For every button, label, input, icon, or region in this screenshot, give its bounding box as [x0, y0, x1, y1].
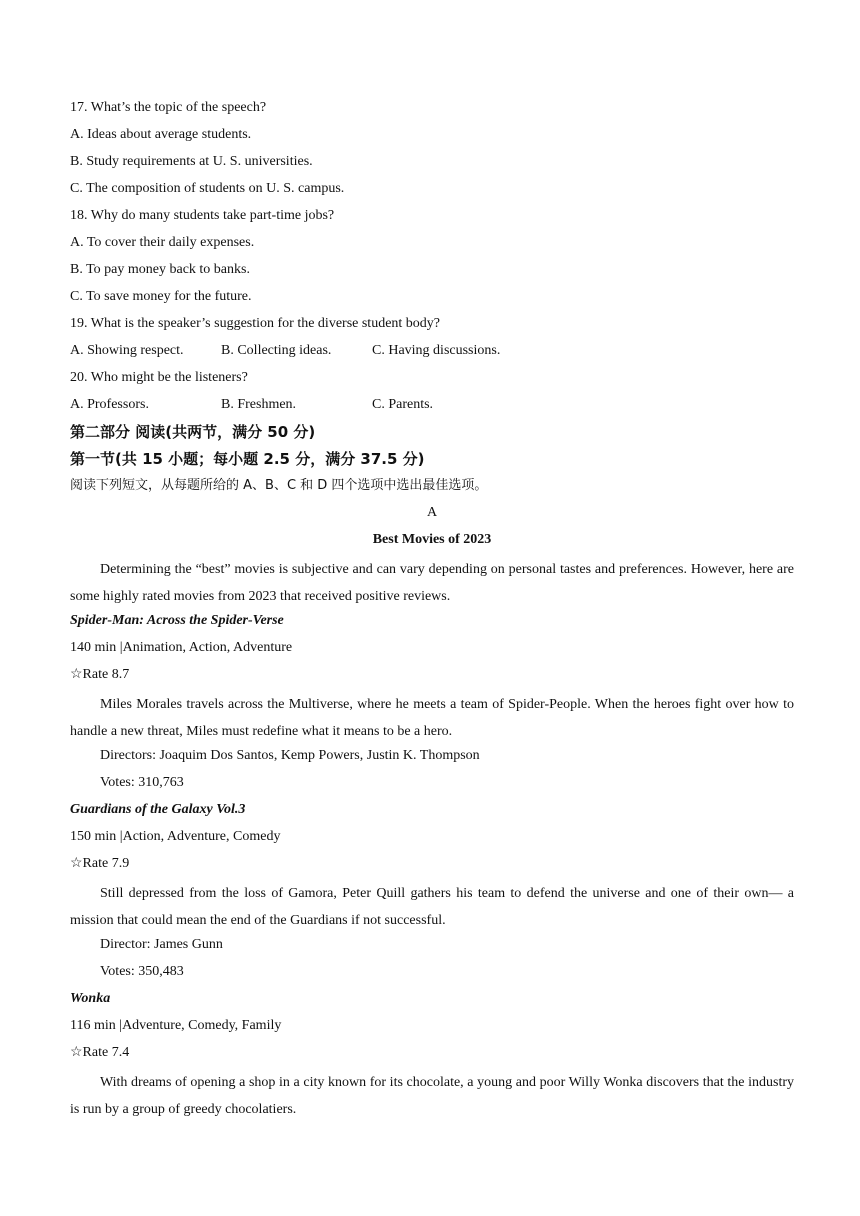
q17-option-b: B. Study requirements at U. S. universities.	[70, 154, 313, 169]
q19-option-b: B. Collecting ideas.	[221, 343, 332, 358]
movie-summary: With dreams of opening a shop in a city known for its chocolate, a young and poor Willy Wonka discovers that the industry is run by a group of greedy chocolatiers.	[70, 1075, 794, 1117]
q20-options	[70, 394, 794, 421]
question-18: 18. Why do many students take part-time jobs?	[70, 208, 335, 223]
movie-meta: 140 min |Animation, Action, Adventure	[70, 640, 293, 655]
q19-options	[70, 340, 794, 367]
instruction: 阅读下列短文，从每题所给的 A、B、C 和 D 四个选项中选出最佳选项。	[70, 478, 488, 493]
q20-option-a: A. Professors.	[70, 397, 149, 412]
q20-option-b: B. Freshmen.	[221, 397, 297, 412]
movie-votes: Votes: 310,763	[100, 775, 184, 790]
movie-summary: Still depressed from the loss of Gamora, Peter Quill gathers his team to defend the universe and one of their own— a mission that could mean the end of the Guardians if not successful.	[70, 886, 794, 928]
passage-intro: Determining the “best” movies is subjective and can vary depending on personal tastes and preferences. However, here are some highly rated movies from 2023 that received positive reviews.	[70, 562, 794, 604]
q17-option-a: A. Ideas about average students.	[70, 127, 252, 142]
movie-rate: ☆Rate 7.9	[70, 856, 130, 871]
movie-title: Spider-Man: Across the Spider-Verse	[70, 613, 284, 628]
question-19: 19. What is the speaker’s suggestion for the diverse student body?	[70, 316, 441, 331]
q18-option-a: A. To cover their daily expenses.	[70, 235, 255, 250]
q19-option-c: C. Having discussions.	[372, 343, 501, 358]
movie-votes: Votes: 350,483	[100, 964, 184, 979]
movie-summary: Miles Morales travels across the Multiverse, where he meets a team of Spider-People. When the heroes fight over how to handle a new threat, Miles must redefine what it means to be a hero.	[70, 697, 794, 739]
movie-rate: ☆Rate 7.4	[70, 1045, 130, 1060]
q20-option-c: C. Parents.	[372, 397, 434, 412]
movie-rate: ☆Rate 8.7	[70, 667, 130, 682]
movie-meta: 150 min |Action, Adventure, Comedy	[70, 829, 281, 844]
q18-option-c: C. To save money for the future.	[70, 289, 252, 304]
q18-option-b: B. To pay money back to banks.	[70, 262, 250, 277]
part-heading: 第二部分 阅读(共两节，满分 50 分)	[70, 423, 316, 441]
q17-option-c: C. The composition of students on U. S. campus.	[70, 181, 345, 196]
movie-directors: Director: James Gunn	[100, 937, 223, 952]
question-20: 20. Who might be the listeners?	[70, 370, 248, 385]
exam-page	[70, 97, 794, 1123]
q19-option-a: A. Showing respect.	[70, 343, 184, 358]
section-heading: 第一节(共 15 小题；每小题 2.5 分，满分 37.5 分)	[70, 450, 425, 468]
movie-title: Wonka	[70, 991, 111, 1006]
movie-directors: Directors: Joaquim Dos Santos, Kemp Powers, Justin K. Thompson	[100, 748, 480, 763]
movie-title: Guardians of the Galaxy Vol.3	[70, 802, 246, 817]
question-17: 17. What’s the topic of the speech?	[70, 100, 267, 115]
movie-meta: 116 min |Adventure, Comedy, Family	[70, 1018, 282, 1033]
passage-title: Best Movies of 2023	[372, 532, 492, 547]
passage-label: A	[426, 505, 438, 520]
